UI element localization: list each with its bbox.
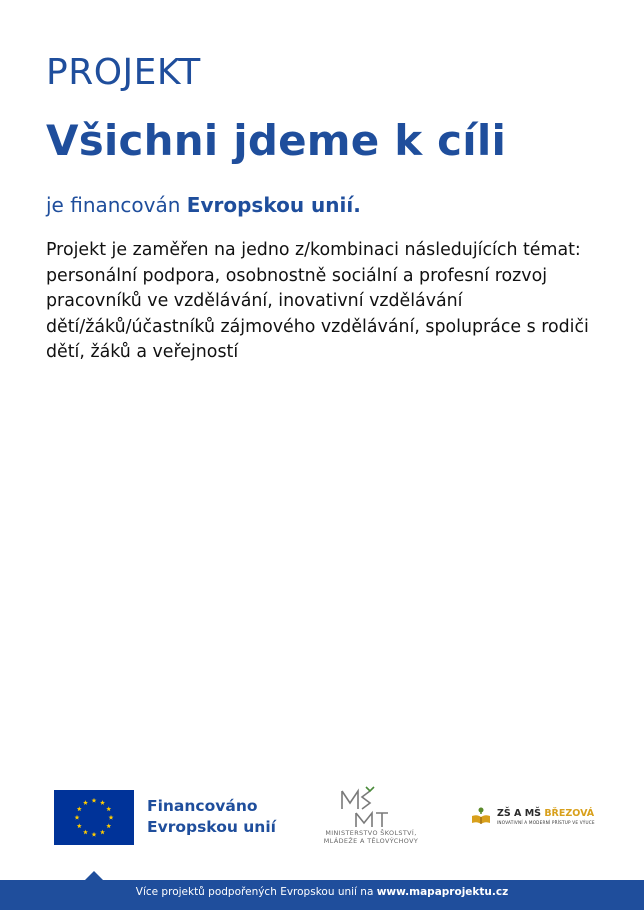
school-logo-subtitle: INOVATIVNÍ A MODERNÍ PŘÍSTUP VE VÝUCE xyxy=(497,820,595,825)
school-logo-title xyxy=(497,808,594,819)
footer-prefix: Více projektů podpořených Evropskou unií na xyxy=(135,886,374,898)
eu-text-line2: Evropskou unií xyxy=(147,818,276,836)
msmt-line2: MLÁDEŽE A TĚLOVÝCHOVY xyxy=(323,837,419,845)
description-line: dětí, žáků a veřejností xyxy=(46,342,239,362)
eu-text-line1: Financováno xyxy=(147,797,258,815)
footer-link[interactable]: www.mapaprojektu.cz xyxy=(376,886,509,898)
project-title: Všichni jdeme k cíli xyxy=(46,116,507,165)
description-line: dětí/žáků/účastníků zájmového vzdělávání, spolupráce s rodiči xyxy=(46,316,589,337)
msmt-logo-text xyxy=(308,829,434,845)
school-title-main: ZŠ A MŠ xyxy=(497,808,541,819)
school-title-accent: BŘEZOVÁ xyxy=(544,808,595,819)
footer-text xyxy=(0,886,644,898)
eu-funding-logo-text xyxy=(147,796,276,838)
msmt-logo-mark xyxy=(336,785,392,829)
description-line: personální podpora, osobnostně sociální a profesní rozvoj xyxy=(46,265,548,286)
funding-eu: Evropskou unií. xyxy=(186,193,361,217)
description-line: Projekt je zaměřen na jedno z/kombinaci následujících témat: xyxy=(46,240,581,260)
description-line: pracovníků ve vzdělávání, inovativní vzdělávání xyxy=(46,291,463,311)
project-label: PROJEKT xyxy=(46,52,201,93)
msmt-line1: MINISTERSTVO ŠKOLSTVÍ, xyxy=(325,829,417,837)
funding-prefix: je financován xyxy=(46,193,181,217)
funding-statement xyxy=(46,193,361,217)
school-book-icon xyxy=(470,806,492,826)
eu-flag-logo xyxy=(54,790,134,845)
project-description xyxy=(46,238,616,366)
